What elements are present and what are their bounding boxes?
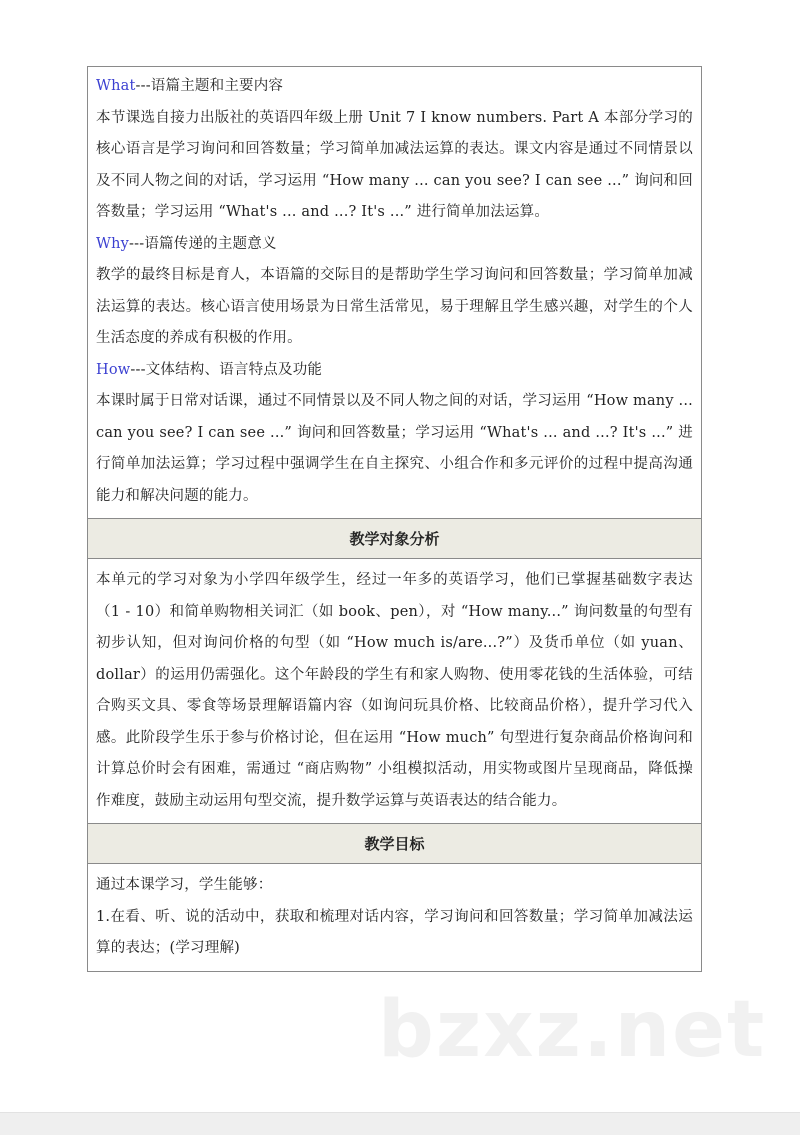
- why-keyword: Why: [96, 235, 130, 252]
- student-analysis-cell: [88, 559, 701, 824]
- why-title: ---语篇传递的主题意义: [129, 235, 277, 252]
- lesson-plan-table: [87, 66, 702, 972]
- why-body: 教学的最终目标是育人，本语篇的交际目的是帮助学生学习询问和回答数量；学习简单加减法运算的表达。核心语言使用场景为日常生活常见，易于理解且学生感兴趣，对学生的个人生活态度的养成有积极的作用。: [96, 267, 693, 346]
- what-heading: [96, 71, 693, 103]
- how-keyword: How: [96, 361, 131, 378]
- student-analysis-heading: 教学对象分析: [88, 519, 701, 559]
- what-body: 本节课选自接力出版社的英语四年级上册 Unit 7 I know numbers. Part A 本部分学习的核心语言是学习询问和回答数量；学习简单加减法运算的表达。课文内容是通过不同情景以及不同人物之间的对话，学习运用 “How many ... can you see? I can see ...” 询问和回答数量；学习运用 “What's ... and ...? It's ...” 进行简单加法运算。: [96, 109, 693, 220]
- how-body: 本课时属于日常对话课，通过不同情景以及不同人物之间的对话，学习运用 “How many ... can you see? I can see ...” 询问和回答数量；学习运用 “What's ... and ...? It's ...” 进行简单加法运算；学习过程中强调学生在自主探究、小组合作和多元评价的过程中提高沟通能力和解决问题的能力。: [96, 393, 693, 504]
- how-title: ---文体结构、语言特点及功能: [130, 361, 323, 378]
- why-heading: [96, 229, 693, 261]
- page-bottom-edge: [0, 1112, 800, 1135]
- objectives-cell: [88, 864, 701, 971]
- objectives-heading: 教学目标: [88, 824, 701, 864]
- objectives-intro: 通过本课学习，学生能够：: [96, 877, 273, 893]
- student-analysis-body: 本单元的学习对象为小学四年级学生，经过一年多的英语学习，他们已掌握基础数字表达（1 - 10）和简单购物相关词汇（如 book、pen），对 “How many...” 询问数量的句型有初步认知，但对询问价格的句型（如 “How much is/are...?”）及货币单位（如 yuan、dollar）的运用仍需强化。这个年龄段的学生有和家人购物、使用零花钱的生活体验，可结合购买文具、零食等场景理解语篇内容（如询问玩具价格、比较商品价格），提升学习代入感。此阶段学生乐于参与价格讨论，但在运用 “How much” 句型进行复杂商品价格询问和计算总价时会有困难，需通过 “商店购物” 小组模拟活动，用实物或图片呈现商品，降低操作难度，鼓励主动运用句型交流，提升数学运算与英语表达的结合能力。: [96, 572, 693, 809]
- what-title: ---语篇主题和主要内容: [135, 78, 284, 94]
- what-keyword: What: [96, 78, 136, 94]
- discourse-analysis-cell: [88, 67, 701, 519]
- objective-1: 1.在看、听、说的活动中，获取和梳理对话内容，学习询问和回答数量；学习简单加减法运算的表达；(学习理解): [96, 908, 693, 956]
- how-heading: [96, 355, 693, 387]
- site-watermark: bzxz.net: [378, 985, 767, 1075]
